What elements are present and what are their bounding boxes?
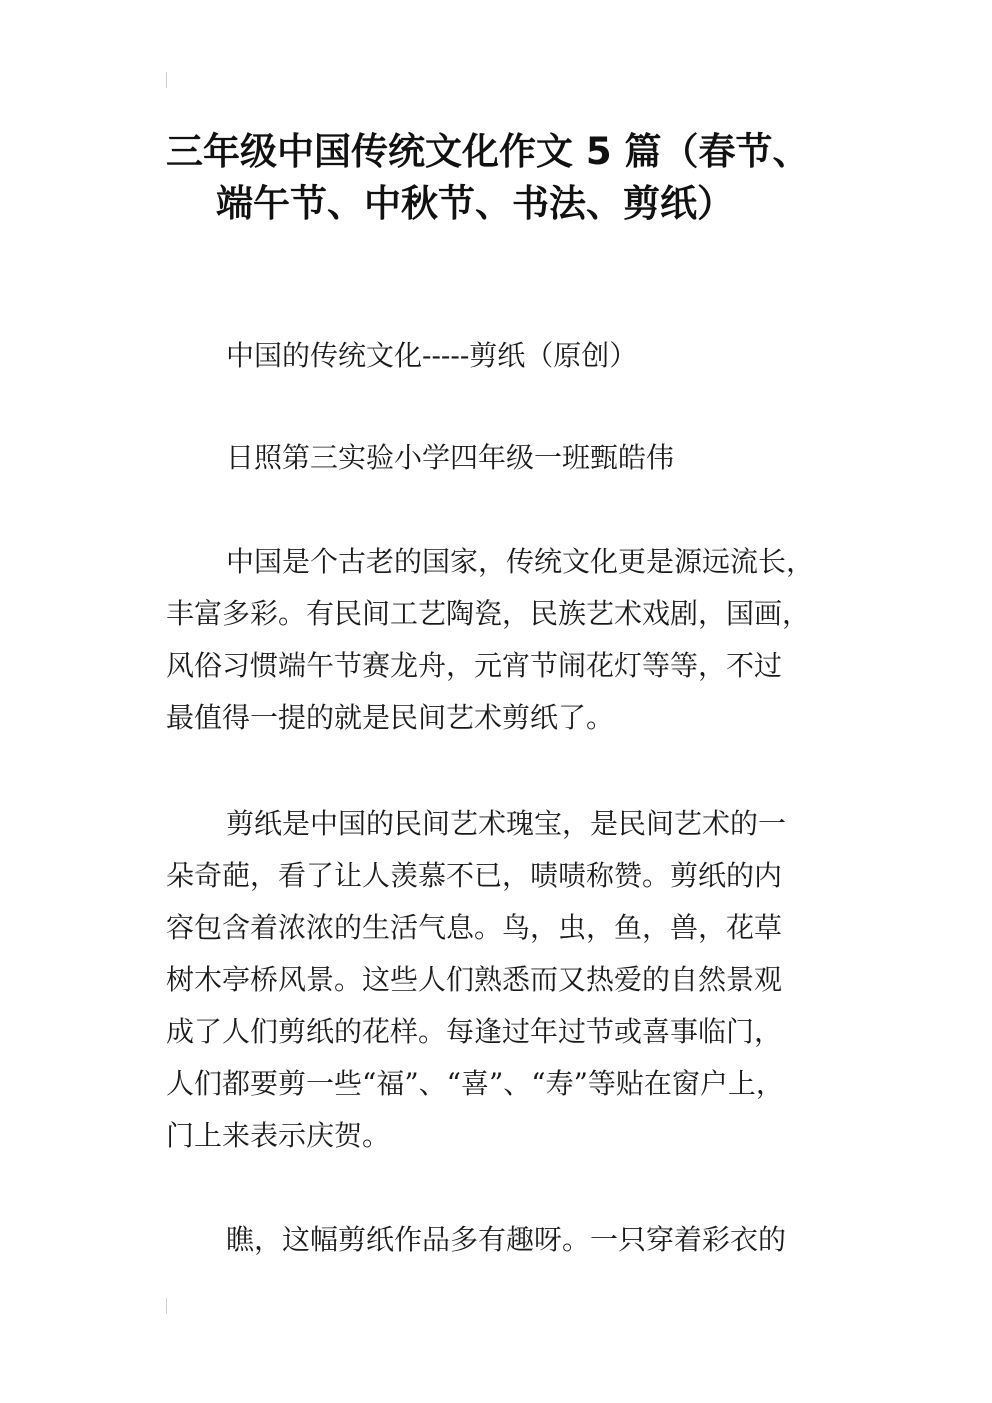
paragraph-2-line: 成了人们剪纸的花样。每逢过年过节或喜事临门， (166, 1015, 783, 1048)
paragraph-3 (166, 1214, 846, 1266)
paragraph-2-line: 人们都要剪一些“福”、“喜”、“寿”等贴在窗户上， (166, 1067, 784, 1100)
paragraph-3-line: 瞧，这幅剪纸作品多有趣呀。一只穿着彩衣的 (226, 1223, 787, 1256)
paragraph-2-line: 容包含着浓浓的生活气息。鸟，虫，鱼，兽，花草 (166, 911, 783, 944)
title-line-2: 端午节、中秋节、书法、剪纸） (216, 182, 734, 225)
paragraph-2-line: 树木亭桥风景。这些人们熟悉而又热爱的自然景观 (166, 963, 783, 996)
paragraph-2-line: 剪纸是中国的民间艺术瑰宝，是民间艺术的一 (226, 807, 787, 840)
title-line-1: 三年级中国传统文化作文 5 篇（春节、 (166, 130, 810, 173)
paragraph-1-line: 丰富多彩。有民间工艺陶瓷，民族艺术戏剧，国画， (166, 597, 811, 630)
paragraph-1-line: 中国是个古老的国家，传统文化更是源远流长， (226, 545, 815, 578)
paragraph-2-line: 朵奇葩，看了让人羡慕不已，啧啧称赞。剪纸的内 (166, 859, 783, 892)
essay-subtitle: 中国的传统文化-----剪纸（原创） (226, 339, 638, 372)
paragraph-1 (166, 536, 846, 744)
paragraph-1-line: 风俗习惯端午节赛龙舟，元宵节闹花灯等等，不过 (166, 649, 783, 682)
essay-author: 日照第三实验小学四年级一班甄皓伟 (226, 441, 675, 474)
paragraph-2 (166, 798, 846, 1162)
margin-mark-top (166, 72, 167, 88)
paragraph-2-line: 门上来表示庆贺。 (166, 1119, 391, 1152)
margin-mark-bottom (166, 1298, 167, 1314)
document-title (150, 126, 850, 230)
paragraph-1-line: 最值得一提的就是民间艺术剪纸了。 (166, 701, 615, 734)
